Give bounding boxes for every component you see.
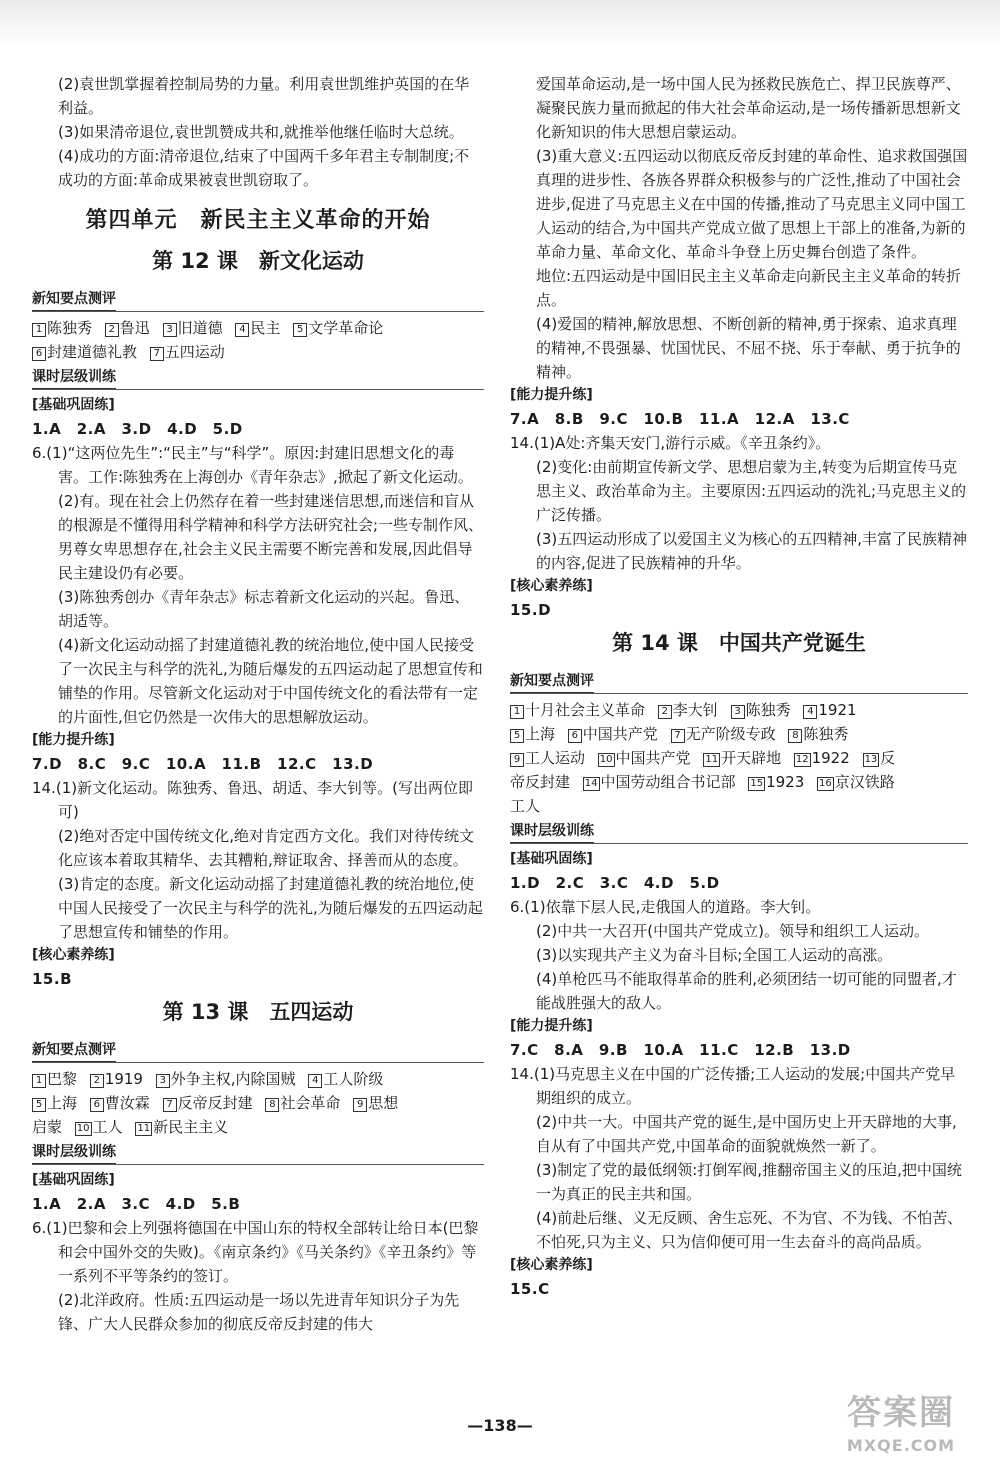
- page-number: —138—: [467, 1416, 533, 1435]
- key-points-line: 5 上海 6 中国共产党 7 无产阶级专政 8 陈独秀: [510, 722, 968, 746]
- subsection-header: [基础巩固练]: [32, 397, 115, 413]
- answer-item: 爱国革命运动,是一场中国人民为拯救民族危亡、捍卫民族尊严、凝聚民族力量而掀起的伟大社会革命运动,是一场传播新思想新文化新知识的伟大思想启蒙运动。: [536, 75, 961, 141]
- subsection-header: [能力提升练]: [510, 1018, 593, 1034]
- unit-title: 第四单元 新民主主义革命的开始: [85, 208, 431, 233]
- key-points-line: 1 陈独秀 2 鲁迅 3 旧道德 4 民主 5 文学革命论: [32, 316, 484, 340]
- watermark-url: MXQE.COM: [846, 1436, 956, 1455]
- answer-item: 6.(1)巴黎和会上列强将德国在中国山东的特权全部转让给日本(巴黎和会中国外交的失败)。《南京条约》《马关条约》《辛丑条约》等一系列不平等条约的签订。: [32, 1219, 479, 1285]
- answer-keys: 7.C 8.A 9.B 10.A 11.C 12.B 13.D: [510, 1041, 851, 1059]
- key-points-line: 1 巴黎 2 1919 3 外争主权,内除国贼 4 工人阶级: [32, 1067, 484, 1091]
- answer-item: 14.(1)新文化运动。陈独秀、鲁迅、胡适、李大钊等。(写出两位即可): [32, 779, 473, 821]
- answer-item: 6.(1)“这两位先生”:“民主”与“科学”。原因:封建旧思想文化的毒害。工作:陈独秀在上海创办《青年杂志》,掀起了新文化运动。: [32, 444, 473, 486]
- watermark-text: 答案圈: [847, 1393, 955, 1433]
- key-points-line: 帝反封建 14 中国劳动组合书记部 15 1923 16 京汉铁路: [510, 773, 895, 791]
- section-header: 新知要点测评: [32, 286, 484, 312]
- answer-keys: 15.B: [32, 970, 73, 988]
- answer-item: (2)北洋政府。性质:五四运动是一场以先进青年知识分子为先锋、广大人民群众参加的彻底反帝反封建的伟大: [58, 1291, 460, 1333]
- subsection-header: [能力提升练]: [32, 732, 115, 748]
- answer-item: (4)前赴后继、义无反顾、舍生忘死、不为官、不为钱、不怕苦、不怕死,只为主义、只为信仰便可用一生去奋斗的高尚品质。: [536, 1209, 963, 1251]
- answer-item: (2)变化:由前期宣传新文学、思想启蒙为主,转变为后期宣传马克思主义、政治革命为主。主要原因:五四运动的洗礼;马克思主义的广泛传播。: [536, 458, 967, 524]
- scan-shadow: [0, 0, 1000, 46]
- left-column: [32, 72, 484, 1336]
- subsection-header: [基础巩固练]: [32, 1172, 115, 1188]
- section-header: 新知要点测评: [510, 668, 968, 694]
- section-header: 课时层级训练: [32, 1139, 484, 1165]
- section-header: 课时层级训练: [32, 364, 484, 390]
- section-header: 课时层级训练: [510, 818, 968, 844]
- key-points-line: 9 工人运动 10 中国共产党 11 开天辟地 12 1922 13 反: [510, 746, 968, 770]
- lesson-14-title: 第 14 课 中国共产党诞生: [612, 631, 866, 655]
- answer-item: 6.(1)依靠下层人民,走俄国人的道路。李大钊。: [510, 898, 821, 916]
- key-points-line: 6 封建道德礼教 7 五四运动: [32, 340, 484, 364]
- answer-item: 地位:五四运动是中国旧民主主义革命走向新民主主义革命的转折点。: [536, 267, 962, 309]
- answer-item: 14.(1)A处:齐集天安门,游行示威。《辛丑条约》。: [510, 434, 831, 452]
- answer-item: (3)五四运动形成了以爱国主义为核心的五四精神,丰富了民族精神的内容,促进了民族精神的升华。: [536, 530, 968, 572]
- answer-item: (3)重大意义:五四运动以彻底反帝反封建的革命性、追求救国强国真理的进步性、各族各界群众积极参与的广泛性,推动了中国社会进步,促进了马克思主义在中国的传播,推动了马克思主义同中国工人运动的结合,为中国共产党成立做了思想上干部上的准备,为新的革命力量、革命文化、革命斗争登上历史舞台创造了条件。: [536, 147, 968, 261]
- section-header: 新知要点测评: [32, 1037, 484, 1063]
- key-points-line: 启蒙 10 工人 11 新民主主义: [32, 1118, 229, 1136]
- subsection-header: [核心素养练]: [510, 1257, 593, 1273]
- answer-item: (2)中共一大召开(中国共产党成立)。领导和组织工人运动。: [536, 922, 929, 940]
- right-column: [510, 72, 968, 1301]
- answer-item: (3)如果清帝退位,袁世凯赞成共和,就推举他继任临时大总统。: [58, 123, 464, 141]
- answer-keys: 1.A 2.A 3.C 4.D 5.B: [32, 1195, 241, 1213]
- answer-keys: 1.D 2.C 3.C 4.D 5.D: [510, 874, 720, 892]
- answer-item: (2)中共一大。中国共产党的诞生,是中国历史上开天辟地的大事,自从有了中国共产党,中国革命的面貌就焕然一新了。: [536, 1113, 957, 1155]
- watermark-logo: [816, 1391, 986, 1465]
- answer-keys: 15.D: [510, 601, 552, 619]
- answer-item: (3)以实现共产主义为奋斗目标;全国工人运动的高涨。: [536, 946, 893, 964]
- subsection-header: [基础巩固练]: [510, 851, 593, 867]
- key-points-line: 5 上海 6 曹汝霖 7 反帝反封建 8 社会革命 9 思想: [32, 1091, 484, 1115]
- answer-keys: 7.D 8.C 9.C 10.A 11.B 12.C 13.D: [32, 755, 374, 773]
- subsection-header: [能力提升练]: [510, 387, 593, 403]
- lesson-13-title: 第 13 课 五四运动: [162, 1000, 354, 1024]
- answer-item: (4)新文化运动动摇了封建道德礼教的统治地位,使中国人民接受了一次民主与科学的洗礼,为随后爆发的五四运动起了思想宣传和铺垫的作用。尽管新文化运动对于中国传统文化的看法带有一定的片面性,但它仍然是一次伟大的思想解放运动。: [58, 636, 483, 726]
- answer-item: (4)成功的方面:清帝退位,结束了中国两千多年君主专制制度;不成功的方面:革命成果被袁世凯窃取了。: [58, 147, 470, 189]
- answer-item: (3)肯定的态度。新文化运动动摇了封建道德礼教的统治地位,使中国人民接受了一次民主与科学的洗礼,为随后爆发的五四运动起了思想宣传和铺垫的作用。: [58, 875, 483, 941]
- lesson-12-title: 第 12 课 新文化运动: [152, 249, 364, 273]
- subsection-header: [核心素养练]: [510, 578, 593, 594]
- answer-item: (2)绝对否定中国传统文化,绝对肯定西方文化。我们对待传统文化应该本着取其精华、去其糟粕,辩证取舍、择善而从的态度。: [58, 827, 475, 869]
- answer-item: (2)袁世凯掌握着控制局势的力量。利用袁世凯维护英国的在华利益。: [58, 75, 470, 117]
- answer-keys: 1.A 2.A 3.D 4.D 5.D: [32, 420, 243, 438]
- answer-item: (4)爱国的精神,解放思想、不断创新的精神,勇于探索、追求真理的精神,不畏强暴、忧国忧民、不屈不挠、乐于奉献、勇于抗争的精神。: [536, 315, 961, 381]
- answer-item: (4)单枪匹马不能取得革命的胜利,必须团结一切可能的同盟者,才能战胜强大的敌人。: [536, 970, 957, 1012]
- key-points-line: 工人: [510, 797, 541, 815]
- answer-item: (3)陈独秀创办《青年杂志》标志着新文化运动的兴起。鲁迅、胡适等。: [58, 588, 470, 630]
- answer-keys: 7.A 8.B 9.C 10.B 11.A 12.A 13.C: [510, 410, 850, 428]
- answer-item: (3)制定了党的最低纲领:打倒军阀,推翻帝国主义的压迫,把中国统一为真正的民主共和国。: [536, 1161, 962, 1203]
- answer-keys: 15.C: [510, 1280, 550, 1298]
- prev-answers: [32, 72, 484, 192]
- subsection-header: [核心素养练]: [32, 947, 115, 963]
- key-points-line: 1 十月社会主义革命 2 李大钊 3 陈独秀 4 1921: [510, 698, 968, 722]
- answer-item: 14.(1)马克思主义在中国的广泛传播;工人运动的发展;中国共产党早期组织的成立。: [510, 1065, 956, 1107]
- answer-item: (2)有。现在社会上仍然存在着一些封建迷信思想,而迷信和盲从的根源是不懂得用科学精神和科学方法研究社会;一些专制作风、男尊女卑思想存在,社会主义民主需要不断完善和发展,因此倡导民主建设仍有必要。: [58, 492, 484, 582]
